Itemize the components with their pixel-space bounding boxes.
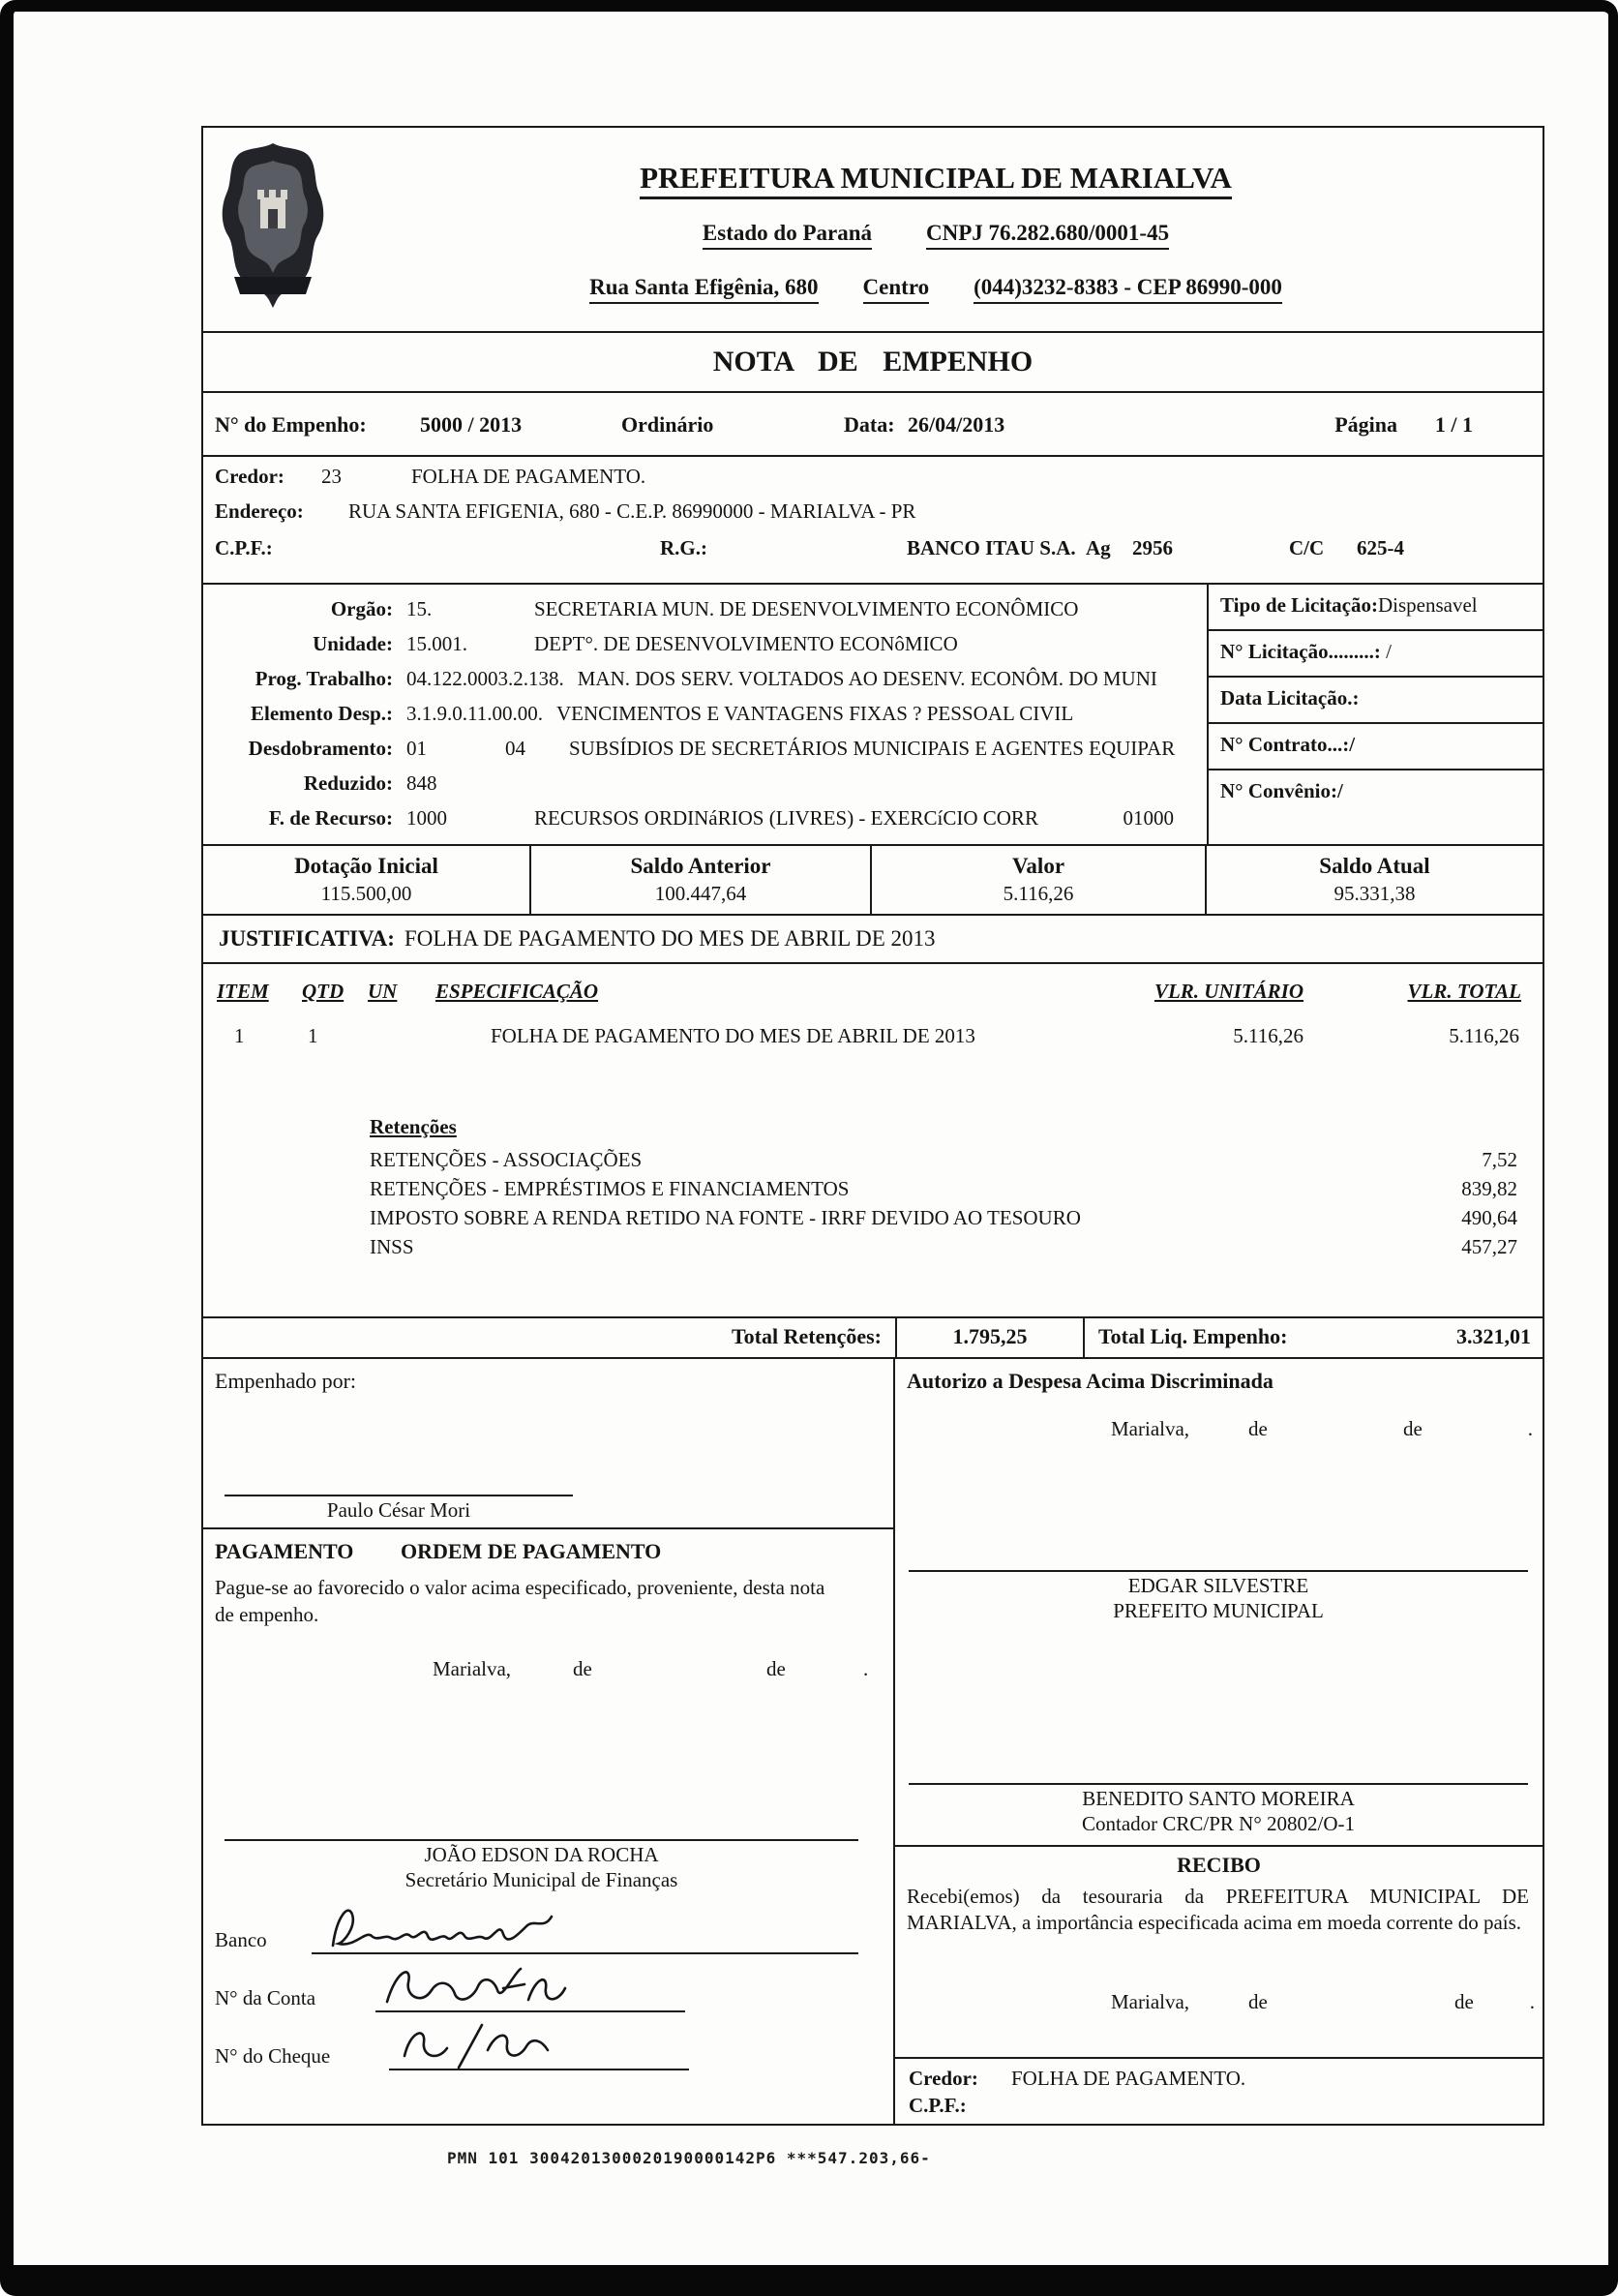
empenho-number-label: N° do Empenho: (215, 412, 367, 437)
items-header-item: ITEM (217, 980, 269, 1003)
contrato-label: N° Contrato...:/ (1220, 733, 1356, 756)
items-header-espec: ESPECIFICAÇÃO (435, 980, 599, 1003)
saldo-atual-value: 95.331,38 (1333, 882, 1416, 905)
licitacao-data-label: Data Licitação.: (1220, 686, 1360, 710)
empenhado-signer-name: Paulo César Mori (326, 1498, 471, 1522)
empenho-type: Ordinário (621, 412, 714, 437)
secretario-title: Secretário Municipal de Finanças (404, 1868, 678, 1891)
retention-value: 7,52 (1482, 1148, 1517, 1171)
licitacao-numero-row (1209, 631, 1543, 678)
retention-row (370, 1235, 1517, 1259)
dotacao-inicial-value: 115.500,00 (320, 882, 412, 905)
retention-name: RETENÇÕES - EMPRÉSTIMOS E FINANCIAMENTOS (370, 1177, 850, 1200)
licitacao-tipo-value: Dispensavel (1377, 593, 1478, 617)
reduzido-label: Reduzido: (303, 770, 393, 795)
retention-value: 839,82 (1461, 1177, 1517, 1200)
signature-left-column (203, 1359, 895, 2124)
prog-trabalho-desc: MAN. DOS SERV. VOLTADOS AO DESENV. ECONÔM. DO MUNI (577, 666, 1157, 690)
account-label: C/C (1289, 536, 1325, 559)
creditor-code: 23 (321, 465, 342, 488)
items-header-un: UN (368, 980, 398, 1003)
header-text (339, 128, 1533, 304)
signature-right-column (895, 1359, 1543, 2124)
signature-line (909, 1783, 1528, 1785)
retention-row (370, 1206, 1517, 1230)
retention-name: RETENÇÕES - ASSOCIAÇÕES (370, 1148, 643, 1171)
licitacao-numero-value: / (1386, 640, 1392, 663)
recibo-credor-box (895, 2059, 1543, 2124)
page-value: 1 / 1 (1434, 412, 1473, 437)
justification-label: JUSTIFICATIVA: (219, 926, 395, 951)
classification-row (203, 766, 1207, 801)
city-line-de: de (1403, 1417, 1423, 1440)
signature-line (225, 1839, 858, 1841)
recibo-credor-label: Credor: (909, 2067, 978, 2090)
desdobramento-desc: SUBSÍDIOS DE SECRETÁRIOS MUNICIPAIS E AGENTES EQUIPAR (569, 736, 1176, 760)
unidade-code: 15.001. (406, 631, 467, 655)
city-line-de: de (1454, 1990, 1474, 2013)
empenho-date-label: Data: (844, 412, 895, 437)
retention-row (370, 1148, 1517, 1172)
balances-row (203, 846, 1543, 916)
city-line-city: Marialva, (433, 1657, 512, 1680)
address-value: RUA SANTA EFIGENIA, 680 - C.E.P. 86990000 - MARIALVA - PR (348, 499, 916, 523)
city-line-period: . (863, 1657, 869, 1680)
classification-row (203, 626, 1207, 661)
items-header-total: VLR. TOTAL (1407, 980, 1521, 1003)
district: Centro (863, 275, 930, 304)
licitacao-tipo-label: Tipo de Licitação: (1220, 593, 1378, 617)
document-title: NOTA DE EMPENHO (203, 333, 1543, 393)
municipality-title (339, 161, 1533, 196)
dotacao-inicial-cell (203, 846, 529, 914)
handwritten-cheque-entry (395, 2017, 569, 2081)
account-value: 625-4 (1357, 536, 1404, 559)
orgao-desc: SECRETARIA MUN. DE DESENVOLVIMENTO ECONÔMICO (534, 596, 1079, 620)
item-description: FOLHA DE PAGAMENTO DO MES DE ABRIL DE 2013 (491, 1024, 975, 1047)
page-label: Página (1334, 412, 1397, 437)
total-liquido-label: Total Liq. Empenho: (1098, 1324, 1288, 1348)
classification-section (203, 585, 1543, 846)
fonte-recurso-extra-code: 01000 (1123, 805, 1174, 830)
bank-name: BANCO ITAU S.A. (907, 536, 1076, 559)
retentions-title: Retenções (370, 1115, 457, 1138)
unidade-label: Unidade: (313, 631, 393, 655)
licitacao-tipo-row (1209, 585, 1543, 631)
total-retencoes-value: 1.795,25 (895, 1318, 1085, 1357)
classification-row (203, 591, 1207, 626)
desdobramento-code2: 04 (505, 736, 525, 760)
orgao-label: Orgão: (330, 596, 393, 620)
handwritten-bank-entry (327, 1897, 559, 1961)
classification-row (203, 801, 1207, 835)
justification-row (203, 916, 1543, 964)
city-line-de: de (766, 1657, 786, 1680)
retention-name: IMPOSTO SOBRE A RENDA RETIDO NA FONTE - IRRF DEVIDO AO TESOURO (370, 1206, 1081, 1229)
rg-label: R.G.: (660, 536, 707, 559)
city-line-period: . (1529, 1990, 1535, 2013)
pagamento-title: PAGAMENTO (215, 1539, 354, 1563)
total-liquido-value: 3.321,01 (1456, 1324, 1531, 1348)
autorizo-box (895, 1359, 1543, 1847)
justification-text: FOLHA DE PAGAMENTO DO MES DE ABRIL DE 2013 (404, 926, 936, 951)
orgao-code: 15. (406, 596, 433, 620)
total-liquido-cell (1085, 1318, 1543, 1357)
autorizo-title: Autorizo a Despesa Acima Discriminada (907, 1369, 1273, 1393)
saldo-anterior-cell (529, 846, 870, 914)
city-line-de: de (1248, 1990, 1268, 2013)
header-line-2 (339, 221, 1533, 250)
municipality-title-text: PREFEITURA MUNICIPAL DE MARIALVA (640, 161, 1232, 199)
item-qty: 1 (308, 1024, 318, 1047)
prefeito-name: EDGAR SILVESTRE (1127, 1574, 1309, 1597)
licitacao-numero-label: N° Licitação.........: (1220, 640, 1381, 663)
prog-trabalho-label: Prog. Trabalho: (255, 666, 393, 690)
bank-field-label: Banco (215, 1928, 267, 1951)
address-label: Endereço: (215, 499, 304, 523)
secretario-name: JOÃO EDSON DA ROCHA (424, 1843, 659, 1866)
city-line-city: Marialva, (1111, 1417, 1190, 1440)
fonte-recurso-label: F. de Recurso: (268, 805, 393, 830)
reduzido-code: 848 (406, 770, 437, 795)
city-line-de: de (573, 1657, 592, 1680)
retention-name: INSS (370, 1235, 414, 1258)
cheque-field-label: N° do Cheque (215, 2044, 331, 2068)
handwritten-account-entry (379, 1957, 583, 2021)
signature-section (203, 1359, 1543, 2124)
recibo-box (895, 1847, 1543, 2059)
classification-row (203, 661, 1207, 696)
licitacao-data-row (1209, 678, 1543, 724)
classification-row (203, 696, 1207, 731)
empenhado-box (203, 1359, 893, 1529)
prog-trabalho-code: 04.122.0003.2.138. (406, 666, 564, 690)
empenho-number-value: 5000 / 2013 (420, 412, 523, 437)
recibo-cpf-label: C.P.F.: (909, 2094, 967, 2117)
saldo-anterior-label: Saldo Anterior (630, 854, 771, 878)
recibo-text: Recebi(emos) da tesouraria da PREFEITURA MUNICIPAL DE MARIALVA, a importância especificada acima em moeda corrente do país. (907, 1885, 1529, 1935)
items-header-unitario: VLR. UNITÁRIO (1154, 980, 1303, 1003)
empenho-form (201, 126, 1544, 2126)
phone-cep: (044)3232-8383 - CEP 86990-000 (974, 275, 1282, 304)
signature-line (909, 1570, 1528, 1572)
convenio-row (1209, 770, 1543, 846)
creditor-name: FOLHA DE PAGAMENTO. (411, 465, 646, 488)
desdobramento-code1: 01 (406, 736, 427, 760)
fonte-recurso-desc: RECURSOS ORDINáRIOS (LIVRES) - EXERCíCIO CORR (534, 805, 1038, 830)
dot-matrix-control-line: PMN 101 3004201300020190000142P6 ***547.203,66- (447, 2149, 931, 2167)
contador-title: Contador CRC/PR N° 20802/O-1 (1081, 1812, 1355, 1835)
creditor-block (203, 457, 1543, 585)
city-line-period: . (1527, 1417, 1533, 1440)
classification-left (203, 585, 1207, 844)
recibo-credor-name: FOLHA DE PAGAMENTO. (1011, 2067, 1246, 2090)
totals-row (203, 1318, 1543, 1359)
dotacao-inicial-label: Dotação Inicial (294, 854, 438, 878)
valor-cell (870, 846, 1205, 914)
municipal-crest-logo-icon (219, 139, 327, 314)
agency-label: Ag (1086, 536, 1111, 559)
city-line-de: de (1248, 1417, 1268, 1440)
empenho-date-value: 26/04/2013 (908, 412, 1005, 437)
total-retencoes-label: Total Retenções: (732, 1324, 882, 1348)
convenio-label: N° Convênio:/ (1220, 779, 1343, 802)
header-line-3 (339, 275, 1533, 304)
empenhado-label: Empenhado por: (215, 1369, 357, 1393)
retention-row (370, 1177, 1517, 1201)
empenho-number-row (203, 393, 1543, 457)
saldo-anterior-value: 100.447,64 (654, 882, 747, 905)
classification-row (203, 731, 1207, 766)
desdobramento-label: Desdobramento: (248, 736, 393, 760)
agency-value: 2956 (1132, 536, 1173, 559)
item-total-value: 5.116,26 (1449, 1024, 1519, 1047)
licitacao-box (1207, 585, 1543, 844)
account-field-label: N° da Conta (215, 1986, 316, 2009)
saldo-atual-cell (1205, 846, 1543, 914)
saldo-atual-label: Saldo Atual (1319, 854, 1430, 878)
fonte-recurso-code: 1000 (406, 805, 447, 830)
unidade-desc: DEPT°. DE DESENVOLVIMENTO ECONôMICO (534, 631, 958, 655)
pague-se-text: Pague-se ao favorecido o valor acima especificado, proveniente, desta nota de empenho. (215, 1576, 825, 1627)
item-unit-value: 5.116,26 (1233, 1024, 1303, 1047)
elemento-desp-label: Elemento Desp.: (251, 701, 393, 725)
items-header-qtd: QTD (302, 980, 345, 1003)
street-address: Rua Santa Efigênia, 680 (589, 275, 818, 304)
retention-value: 457,27 (1461, 1235, 1517, 1258)
creditor-label: Credor: (215, 465, 285, 488)
form-header (203, 128, 1543, 333)
elemento-desp-code: 3.1.9.0.11.00.00. (406, 701, 543, 725)
prefeito-title: PREFEITO MUNICIPAL (1113, 1599, 1324, 1622)
cpf-label: C.P.F.: (215, 536, 273, 559)
retention-value: 490,64 (1461, 1206, 1517, 1229)
item-number: 1 (234, 1024, 245, 1047)
cnpj-label: CNPJ 76.282.680/0001-45 (926, 221, 1169, 250)
ordem-pagamento-title: ORDEM DE PAGAMENTO (401, 1539, 662, 1563)
contador-name: BENEDITO SANTO MOREIRA (1082, 1787, 1355, 1810)
signature-line (225, 1495, 573, 1496)
pagamento-box (203, 1529, 893, 2122)
valor-value: 5.116,26 (1003, 882, 1074, 905)
valor-label: Valor (1011, 854, 1065, 878)
state-label: Estado do Paraná (703, 221, 872, 250)
city-line-city: Marialva, (1111, 1990, 1190, 2013)
contrato-row (1209, 724, 1543, 770)
items-section (203, 964, 1543, 1318)
recibo-title: RECIBO (1177, 1853, 1261, 1877)
elemento-desp-desc: VENCIMENTOS E VANTAGENS FIXAS ? PESSOAL CIVIL (555, 701, 1074, 725)
